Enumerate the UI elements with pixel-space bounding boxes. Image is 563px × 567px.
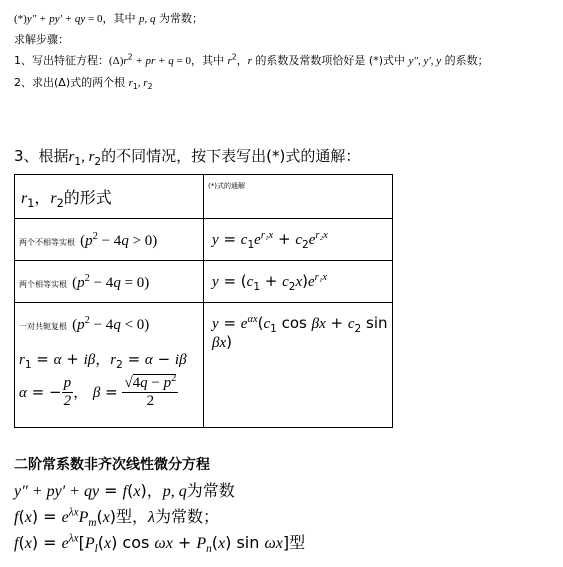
intro-line-3: 1、写出特征方程：$(\Delta)r^2$ + pr + q = 0，其中 $r^2$，r 的系数及常数项恰好是 (*)式中 y″, y′, y 的系数； xyxy=(14,52,489,67)
section2-eq1: y″ + py′ + qy = f(x)，p, q为常数 xyxy=(14,481,235,500)
section2-title: 二阶常系数非齐次线性微分方程 xyxy=(14,457,210,473)
table-header-right: (*)式的通解 xyxy=(204,175,393,219)
intro-line-2: 求解步骤： xyxy=(14,33,69,46)
section2-eq2: $f(x) = e^{\lambda x}P_m(x)$型，λ为常数； xyxy=(14,506,219,530)
table-row: 两个不相等实根 $(p^2 - 4q > 0)$ xyxy=(15,219,204,261)
step3-heading: 3、根据$r_1$, $r_2$的不同情况，按下表写出(*)式的通解： xyxy=(14,147,361,168)
intro-line-1: (*)y″ + py′ + qy = 0，其中 p, q 为常数； xyxy=(14,12,204,25)
complex-roots-line: $r_1 = \alpha + i\beta$，$r_2 = \alpha - i\beta$ xyxy=(19,350,187,371)
table-row: $y = c_1e^{r_1x} + c_2e^{r_2x}$ xyxy=(204,219,393,261)
table-row: 一对共轭复根 $(p^2 - 4q < 0)$ $r_1 = \alpha + i\beta$，$r_2 = \alpha - i\beta$ α = − $\frac{p}{2}$ ， β = $\frac{√4q - p^2}{2}$ xyxy=(15,303,204,428)
table-row: $y = e^{\alpha x}(c_1$ $\cos \beta x + c_2$ sin βx) xyxy=(204,303,393,428)
alpha-beta-line: α = − $\frac{p}{2}$ ， β = $\frac{√4q - p^2}{2}$ xyxy=(19,373,177,409)
table-row: 两个相等实根 $(p^2 - 4q = 0)$ xyxy=(15,261,204,303)
intro-line-4: 2、求出(Δ)式的两个根 $r_1$, $r_2$ xyxy=(14,76,153,92)
table-row: $y = (c_1 + c_2x)e^{r_1x}$ xyxy=(204,261,393,303)
section2-eq3: $f(x) = e^{\lambda x}[P_l(x)$ $\cos \omega x + P_n(x)$ sin ωx]型 xyxy=(14,532,306,556)
table-header-left: $r_1$，$r_2$的形式 xyxy=(15,175,204,219)
general-solution-table xyxy=(14,174,393,428)
